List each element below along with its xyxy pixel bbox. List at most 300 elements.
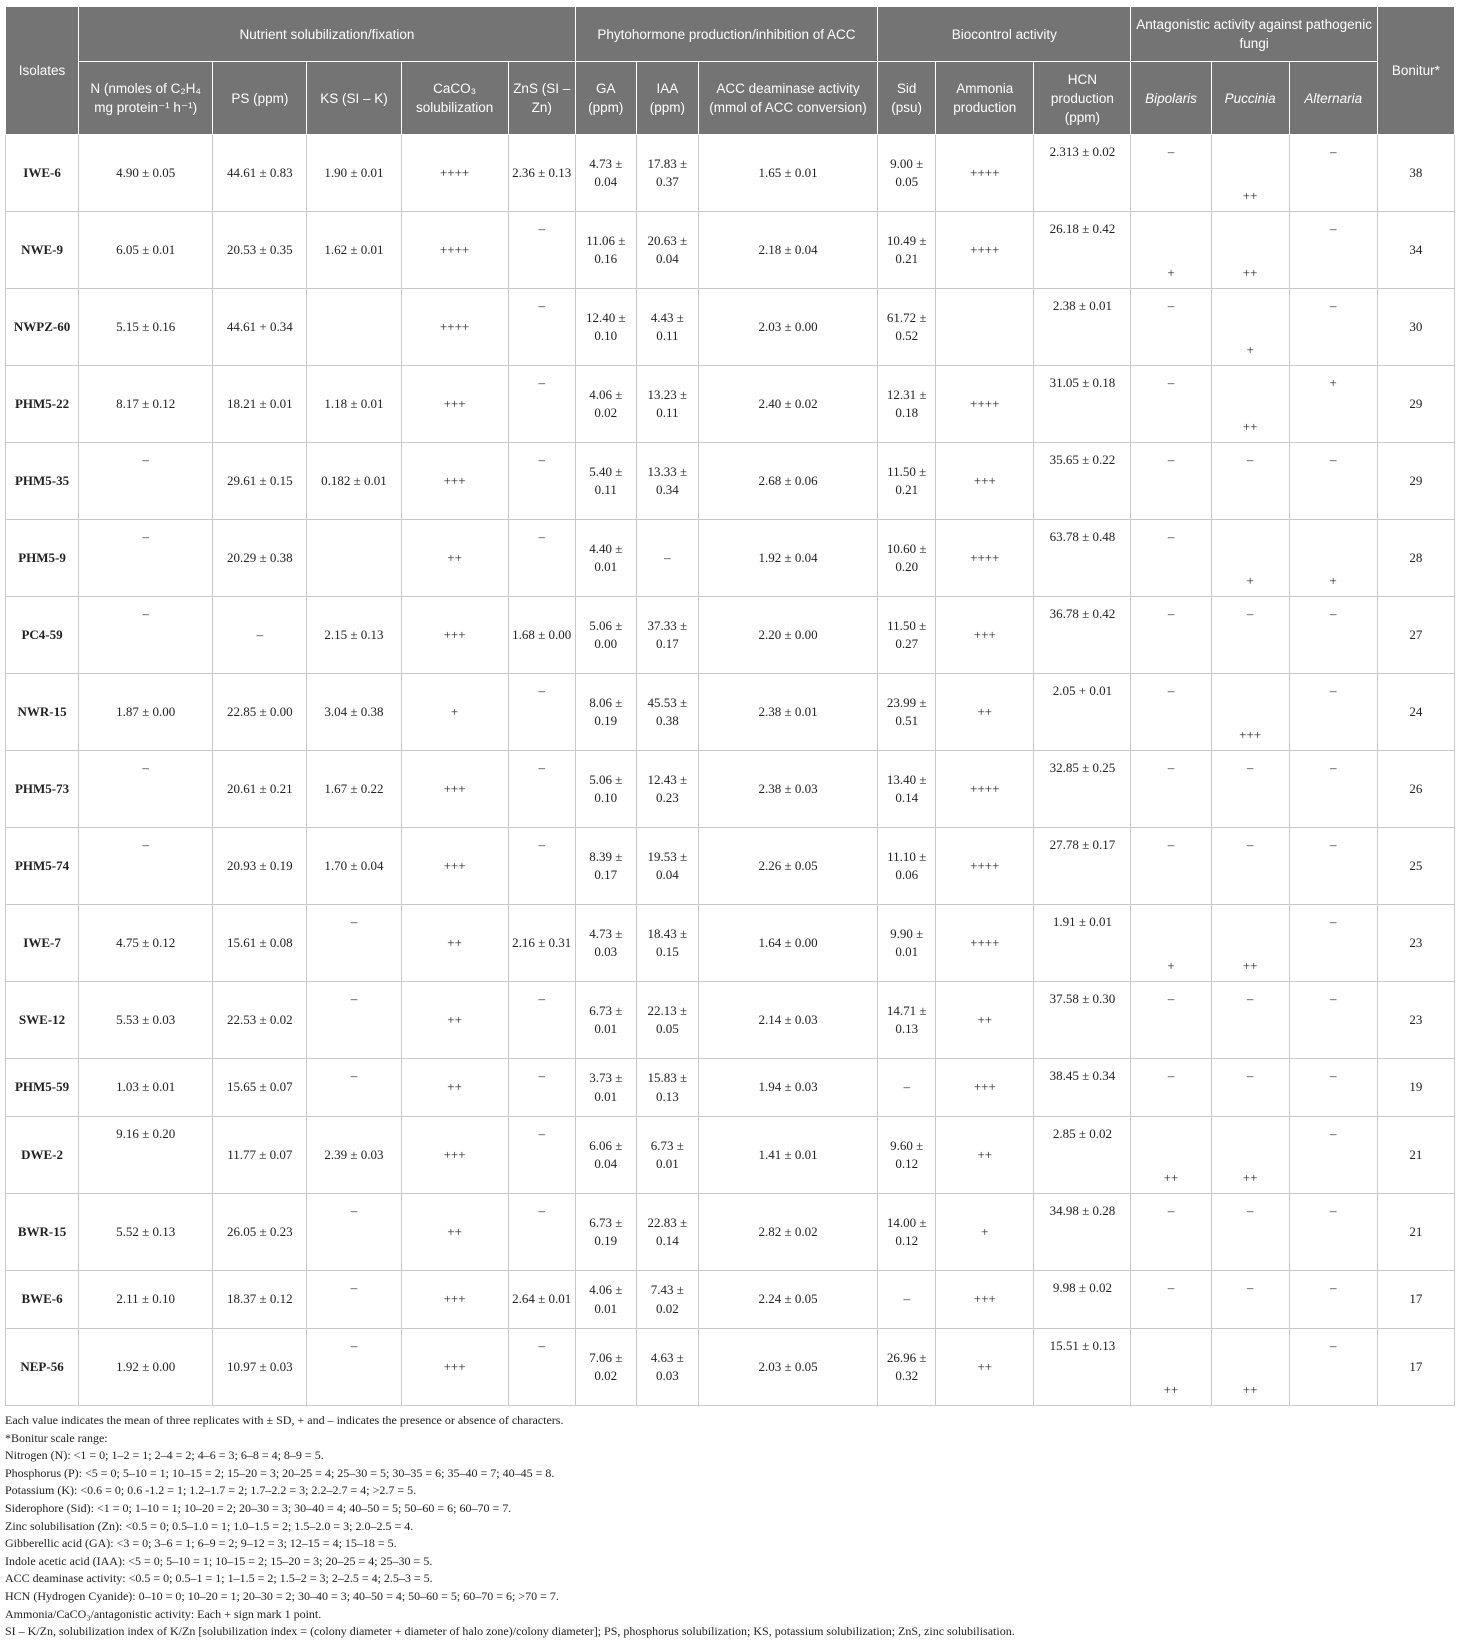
sid-value: 13.40 ± 0.14 [878,751,936,828]
ga-value: 4.06 ± 0.01 [575,1271,636,1329]
ga-value: 4.73 ± 0.03 [575,905,636,982]
sid-value: 9.60 ± 0.12 [878,1117,936,1194]
table-row [6,982,1455,1059]
ammonia-value: ++ [936,674,1034,751]
alternaria-value: – [1289,905,1377,982]
ps-value: 20.29 ± 0.38 [213,520,307,597]
sid-value: 11.50 ± 0.21 [878,443,936,520]
acc-value: 2.26 ± 0.05 [698,828,877,905]
table-row [6,1194,1455,1271]
hcn-value: 15.51 ± 0.13 [1034,1329,1131,1406]
header-ps: PS (ppm) [213,62,307,135]
iaa-value: 37.33 ± 0.17 [636,597,698,674]
iaa-value: 17.83 ± 0.37 [636,135,698,212]
isolate-name: PC4-59 [6,597,79,674]
caco3-value: +++ [401,597,508,674]
caco3-value: ++ [401,1194,508,1271]
n-fixation: 9.16 ± 0.20 [79,1117,213,1194]
iaa-value: – [636,520,698,597]
alternaria-value: – [1289,1059,1377,1117]
ga-value: 5.06 ± 0.00 [575,597,636,674]
zns-value: 2.64 ± 0.01 [508,1271,575,1329]
footnote-line: HCN (Hydrogen Cyanide): 0–10 = 0; 10–20 = 1; 20–30 = 2; 30–40 = 3; 40–50 = 4; 50–60 = 5; 60–70 = 6; >70 = 7. [5,1588,559,1603]
ks-value: 1.70 ± 0.04 [307,828,401,905]
caco3-value: + [401,674,508,751]
ammonia-value: + [936,1194,1034,1271]
zns-value: 1.68 ± 0.00 [508,597,575,674]
ps-value: 26.05 ± 0.23 [213,1194,307,1271]
ga-value: 8.06 ± 0.19 [575,674,636,751]
header-ammonia: Ammonia production [936,62,1034,135]
table-row [6,1271,1455,1329]
header-ks: KS (SI – K) [307,62,401,135]
caco3-value: +++ [401,443,508,520]
bonitur-value: 25 [1377,828,1454,905]
sid-value: 9.90 ± 0.01 [878,905,936,982]
ps-value: 44.61 + 0.34 [213,289,307,366]
n-fixation: 1.03 ± 0.01 [79,1059,213,1117]
ps-value: 20.53 ± 0.35 [213,212,307,289]
table-container [5,6,1455,1641]
hcn-value: 36.78 ± 0.42 [1034,597,1131,674]
n-fixation: 1.92 ± 0.00 [79,1329,213,1406]
acc-value: 2.82 ± 0.02 [698,1194,877,1271]
bipolaris-value: – [1131,982,1211,1059]
sid-value: – [878,1271,936,1329]
bipolaris-value: – [1131,135,1211,212]
bipolaris-value: + [1131,212,1211,289]
table-row [6,905,1455,982]
iaa-value: 20.63 ± 0.04 [636,212,698,289]
ks-value: – [307,1059,401,1117]
alternaria-value: – [1289,1117,1377,1194]
zns-value: – [508,520,575,597]
footnote-line: Ammonia/CaCO₃/antagonistic activity: Each + sign mark 1 point. [5,1606,322,1621]
puccinia-value: +++ [1211,674,1289,751]
header-sid: Sid (psu) [878,62,936,135]
header-bipolaris: Bipolaris [1131,62,1211,135]
iaa-value: 22.13 ± 0.05 [636,982,698,1059]
ammonia-value: +++ [936,597,1034,674]
ps-value: 11.77 ± 0.07 [213,1117,307,1194]
puccinia-value: – [1211,982,1289,1059]
n-fixation: 6.05 ± 0.01 [79,212,213,289]
table-row [6,674,1455,751]
hcn-value: 9.98 ± 0.02 [1034,1271,1131,1329]
acc-value: 2.14 ± 0.03 [698,982,877,1059]
bonitur-value: 26 [1377,751,1454,828]
n-fixation: 4.90 ± 0.05 [79,135,213,212]
acc-value: 2.38 ± 0.01 [698,674,877,751]
bipolaris-value: – [1131,520,1211,597]
isolate-name: BWR-15 [6,1194,79,1271]
ks-value: 1.67 ± 0.22 [307,751,401,828]
ps-value: 18.21 ± 0.01 [213,366,307,443]
header-biocontrol-group: Biocontrol activity [878,7,1131,62]
footnote-line: Indole acetic acid (IAA): <5 = 0; 5–10 = 1; 10–15 = 2; 15–20 = 3; 20–25 = 4; 25–30 = 5. [5,1553,433,1568]
alternaria-value: – [1289,443,1377,520]
zns-value: – [508,751,575,828]
header-alternaria: Alternaria [1289,62,1377,135]
caco3-value: +++ [401,1117,508,1194]
n-fixation: – [79,443,213,520]
ga-value: 12.40 ± 0.10 [575,289,636,366]
bonitur-value: 17 [1377,1271,1454,1329]
zns-value: 2.36 ± 0.13 [508,135,575,212]
alternaria-value: – [1289,751,1377,828]
acc-value: 2.18 ± 0.04 [698,212,877,289]
hcn-value: 63.78 ± 0.48 [1034,520,1131,597]
caco3-value: ++ [401,520,508,597]
zns-value: – [508,1329,575,1406]
bonitur-value: 24 [1377,674,1454,751]
caco3-value: +++ [401,751,508,828]
isolate-name: PHM5-59 [6,1059,79,1117]
ammonia-value: ++ [936,982,1034,1059]
isolate-name: NWPZ-60 [6,289,79,366]
caco3-value: +++ [401,1271,508,1329]
ks-value: – [307,1271,401,1329]
n-fixation: 5.52 ± 0.13 [79,1194,213,1271]
alternaria-value: – [1289,828,1377,905]
hcn-value: 38.45 ± 0.34 [1034,1059,1131,1117]
bonitur-value: 38 [1377,135,1454,212]
alternaria-value: – [1289,1194,1377,1271]
header-bonitur: Bonitur* [1377,7,1454,135]
ks-value: 1.90 ± 0.01 [307,135,401,212]
ps-value: 10.97 ± 0.03 [213,1329,307,1406]
table-body [6,135,1455,1406]
alternaria-value: – [1289,982,1377,1059]
acc-value: 1.65 ± 0.01 [698,135,877,212]
bipolaris-value: – [1131,828,1211,905]
n-fixation: 2.11 ± 0.10 [79,1271,213,1329]
hcn-value: 34.98 ± 0.28 [1034,1194,1131,1271]
alternaria-value: – [1289,674,1377,751]
hcn-value: 31.05 ± 0.18 [1034,366,1131,443]
n-fixation: – [79,751,213,828]
alternaria-value: – [1289,1329,1377,1406]
isolate-name: NWR-15 [6,674,79,751]
header-phytohormone-group: Phytohormone production/inhibition of ACC [575,7,877,62]
footnote-line: Siderophore (Sid): <1 = 0; 1–10 = 1; 10–20 = 2; 20–30 = 3; 30–40 = 4; 40–50 = 5; 50–60 = 6; 60–70 = 7. [5,1500,512,1515]
puccinia-value: – [1211,751,1289,828]
zns-value: – [508,443,575,520]
ks-value: 0.182 ± 0.01 [307,443,401,520]
bipolaris-value: – [1131,1059,1211,1117]
sid-value: 11.50 ± 0.27 [878,597,936,674]
acc-value: 1.94 ± 0.03 [698,1059,877,1117]
ammonia-value: ++++ [936,212,1034,289]
table-footnotes [5,1412,1455,1641]
header-isolates: Isolates [6,7,79,135]
ga-value: 4.73 ± 0.04 [575,135,636,212]
caco3-value: ++ [401,982,508,1059]
bonitur-value: 29 [1377,443,1454,520]
acc-value: 2.38 ± 0.03 [698,751,877,828]
table-row [6,1117,1455,1194]
bipolaris-value: ++ [1131,1329,1211,1406]
iaa-value: 12.43 ± 0.23 [636,751,698,828]
hcn-value: 2.05 + 0.01 [1034,674,1131,751]
isolate-name: NEP-56 [6,1329,79,1406]
acc-value: 1.41 ± 0.01 [698,1117,877,1194]
hcn-value: 1.91 ± 0.01 [1034,905,1131,982]
ps-value: 22.85 ± 0.00 [213,674,307,751]
ammonia-value: ++++ [936,135,1034,212]
iaa-value: 19.53 ± 0.04 [636,828,698,905]
puccinia-value: ++ [1211,905,1289,982]
bipolaris-value: – [1131,366,1211,443]
header-ga: GA (ppm) [575,62,636,135]
footnote-line: Potassium (K): <0.6 = 0; 0.6 -1.2 = 1; 1.2–1.7 = 2; 1.7–2.2 = 3; 2.2–2.7 = 4; >2.7 = 5. [5,1483,417,1498]
hcn-value: 26.18 ± 0.42 [1034,212,1131,289]
bipolaris-value: – [1131,674,1211,751]
zns-value: – [508,289,575,366]
sid-value: 9.00 ± 0.05 [878,135,936,212]
zns-value: – [508,212,575,289]
iaa-value: 4.63 ± 0.03 [636,1329,698,1406]
bonitur-value: 21 [1377,1117,1454,1194]
caco3-value: ++++ [401,135,508,212]
ammonia-value [936,289,1034,366]
ks-value: 2.15 ± 0.13 [307,597,401,674]
bonitur-value: 34 [1377,212,1454,289]
bonitur-value: 17 [1377,1329,1454,1406]
table-row [6,751,1455,828]
footnote-line: SI – K/Zn, solubilization index of K/Zn [solubilization index = (colony diameter + diameter of halo zone)/colony diameter]; PS, phosphorus solubilization; KS, potassium solubilization; ZnS, zinc solubilisation. [5,1624,1015,1639]
ps-value: 22.53 ± 0.02 [213,982,307,1059]
sid-value: 14.71 ± 0.13 [878,982,936,1059]
zns-value: – [508,1059,575,1117]
n-fixation: – [79,828,213,905]
ga-value: 11.06 ± 0.16 [575,212,636,289]
sid-value: 12.31 ± 0.18 [878,366,936,443]
puccinia-value: – [1211,828,1289,905]
ammonia-value: ++ [936,1329,1034,1406]
header-nutrient-group: Nutrient solubilization/fixation [79,7,576,62]
bipolaris-value: – [1131,751,1211,828]
hcn-value: 2.313 ± 0.02 [1034,135,1131,212]
n-fixation: 5.15 ± 0.16 [79,289,213,366]
acc-value: 2.24 ± 0.05 [698,1271,877,1329]
n-fixation: 4.75 ± 0.12 [79,905,213,982]
isolate-name: IWE-6 [6,135,79,212]
ammonia-value: +++ [936,1059,1034,1117]
ks-value: – [307,905,401,982]
ks-value: 1.62 ± 0.01 [307,212,401,289]
isolate-name: PHM5-35 [6,443,79,520]
header-iaa: IAA (ppm) [636,62,698,135]
isolate-name: PHM5-74 [6,828,79,905]
hcn-value: 27.78 ± 0.17 [1034,828,1131,905]
iaa-value: 4.43 ± 0.11 [636,289,698,366]
puccinia-value: ++ [1211,1329,1289,1406]
table-row [6,1059,1455,1117]
table-row [6,828,1455,905]
table-row [6,520,1455,597]
alternaria-value: – [1289,1271,1377,1329]
ga-value: 6.06 ± 0.04 [575,1117,636,1194]
puccinia-value: – [1211,1059,1289,1117]
acc-value: 2.20 ± 0.00 [698,597,877,674]
bipolaris-value: – [1131,443,1211,520]
isolate-name: PHM5-22 [6,366,79,443]
alternaria-value: – [1289,597,1377,674]
ammonia-value: +++ [936,1271,1034,1329]
n-fixation: 8.17 ± 0.12 [79,366,213,443]
ps-value: 15.61 ± 0.08 [213,905,307,982]
ps-value: 15.65 ± 0.07 [213,1059,307,1117]
caco3-value: +++ [401,1329,508,1406]
table-row [6,366,1455,443]
caco3-value: ++ [401,905,508,982]
ks-value: 1.18 ± 0.01 [307,366,401,443]
ga-value: 7.06 ± 0.02 [575,1329,636,1406]
bonitur-value: 23 [1377,905,1454,982]
footnote-line: Nitrogen (N): <1 = 0; 1–2 = 1; 2–4 = 2; 4–6 = 3; 6–8 = 4; 8–9 = 5. [5,1448,324,1463]
ps-value: – [213,597,307,674]
hcn-value: 2.85 ± 0.02 [1034,1117,1131,1194]
bipolaris-value: ++ [1131,1117,1211,1194]
ks-value: 3.04 ± 0.38 [307,674,401,751]
puccinia-value: – [1211,1194,1289,1271]
isolate-name: PHM5-9 [6,520,79,597]
footnote-line: Phosphorus (P): <5 = 0; 5–10 = 1; 10–15 = 2; 15–20 = 3; 20–25 = 4; 25–30 = 5; 30–35 = 6; 35–40 = 7; 40–45 = 8. [5,1465,555,1480]
ammonia-value: ++++ [936,751,1034,828]
zns-value: 2.16 ± 0.31 [508,905,575,982]
puccinia-value: ++ [1211,366,1289,443]
alternaria-value: + [1289,366,1377,443]
ps-value: 44.61 ± 0.83 [213,135,307,212]
ks-value [307,520,401,597]
bonitur-value: 21 [1377,1194,1454,1271]
ps-value: 18.37 ± 0.12 [213,1271,307,1329]
ga-value: 3.73 ± 0.01 [575,1059,636,1117]
acc-value: 1.92 ± 0.04 [698,520,877,597]
puccinia-value: + [1211,520,1289,597]
ammonia-value: +++ [936,443,1034,520]
caco3-value: +++ [401,366,508,443]
caco3-value: +++ [401,828,508,905]
hcn-value: 37.58 ± 0.30 [1034,982,1131,1059]
bipolaris-value: – [1131,1194,1211,1271]
bonitur-value: 23 [1377,982,1454,1059]
n-fixation: – [79,597,213,674]
n-fixation: – [79,520,213,597]
sid-value: 61.72 ± 0.52 [878,289,936,366]
header-zns: ZnS (SI – Zn) [508,62,575,135]
bonitur-value: 28 [1377,520,1454,597]
bonitur-value: 30 [1377,289,1454,366]
alternaria-value: + [1289,520,1377,597]
isolate-traits-table [5,6,1455,1406]
ks-value: – [307,982,401,1059]
ga-value: 4.40 ± 0.01 [575,520,636,597]
isolate-name: IWE-7 [6,905,79,982]
puccinia-value: – [1211,443,1289,520]
table-row [6,135,1455,212]
puccinia-value: – [1211,597,1289,674]
hcn-value: 2.38 ± 0.01 [1034,289,1131,366]
iaa-value: 45.53 ± 0.38 [636,674,698,751]
table-row [6,1329,1455,1406]
header-antagonistic-group: Antagonistic activity against pathogenic fungi [1131,7,1377,62]
puccinia-value: ++ [1211,212,1289,289]
ps-value: 20.93 ± 0.19 [213,828,307,905]
ammonia-value: ++ [936,1117,1034,1194]
sid-value: 26.96 ± 0.32 [878,1329,936,1406]
acc-value: 2.40 ± 0.02 [698,366,877,443]
iaa-value: 6.73 ± 0.01 [636,1117,698,1194]
puccinia-value: + [1211,289,1289,366]
sid-value: 10.49 ± 0.21 [878,212,936,289]
iaa-value: 22.83 ± 0.14 [636,1194,698,1271]
ammonia-value: ++++ [936,905,1034,982]
ammonia-value: ++++ [936,366,1034,443]
acc-value: 2.03 ± 0.00 [698,289,877,366]
sid-value: 14.00 ± 0.12 [878,1194,936,1271]
zns-value: – [508,366,575,443]
bipolaris-value: – [1131,1271,1211,1329]
zns-value: – [508,828,575,905]
alternaria-value: – [1289,289,1377,366]
ga-value: 4.06 ± 0.02 [575,366,636,443]
zns-value: – [508,982,575,1059]
table-row [6,212,1455,289]
footnote-line: Zinc solubilisation (Zn): <0.5 = 0; 0.5–1.0 = 1; 1.0–1.5 = 2; 1.5–2.0 = 3; 2.0–2.5 = 4. [5,1518,414,1533]
iaa-value: 13.23 ± 0.11 [636,366,698,443]
alternaria-value: – [1289,135,1377,212]
zns-value: – [508,1117,575,1194]
bipolaris-value: – [1131,597,1211,674]
caco3-value: ++ [401,1059,508,1117]
iaa-value: 7.43 ± 0.02 [636,1271,698,1329]
n-fixation: 5.53 ± 0.03 [79,982,213,1059]
sid-value: 23.99 ± 0.51 [878,674,936,751]
ammonia-value: ++++ [936,520,1034,597]
footnote-line: Gibberellic acid (GA): <3 = 0; 3–6 = 1; 6–9 = 2; 9–12 = 3; 12–15 = 4; 15–18 = 5. [5,1536,397,1551]
isolate-name: BWE-6 [6,1271,79,1329]
zns-value: – [508,1194,575,1271]
iaa-value: 13.33 ± 0.34 [636,443,698,520]
sid-value: 11.10 ± 0.06 [878,828,936,905]
table-row [6,597,1455,674]
ga-value: 6.73 ± 0.01 [575,982,636,1059]
hcn-value: 32.85 ± 0.25 [1034,751,1131,828]
footnote-line: *Bonitur scale range: [5,1430,108,1445]
ks-value: 2.39 ± 0.03 [307,1117,401,1194]
ks-value: – [307,1194,401,1271]
iaa-value: 18.43 ± 0.15 [636,905,698,982]
puccinia-value: ++ [1211,135,1289,212]
n-fixation: 1.87 ± 0.00 [79,674,213,751]
ammonia-value: ++++ [936,828,1034,905]
puccinia-value: – [1211,1271,1289,1329]
acc-value: 2.03 ± 0.05 [698,1329,877,1406]
isolate-name: DWE-2 [6,1117,79,1194]
header-hcn: HCN production (ppm) [1034,62,1131,135]
isolate-name: NWE-9 [6,212,79,289]
bipolaris-value: – [1131,289,1211,366]
sid-value: – [878,1059,936,1117]
alternaria-value: – [1289,212,1377,289]
acc-value: 2.68 ± 0.06 [698,443,877,520]
caco3-value: ++++ [401,212,508,289]
acc-value: 1.64 ± 0.00 [698,905,877,982]
caco3-value: ++++ [401,289,508,366]
footnote-line: Each value indicates the mean of three replicates with ± SD, + and – indicates the presence or absence of characters. [5,1413,564,1427]
